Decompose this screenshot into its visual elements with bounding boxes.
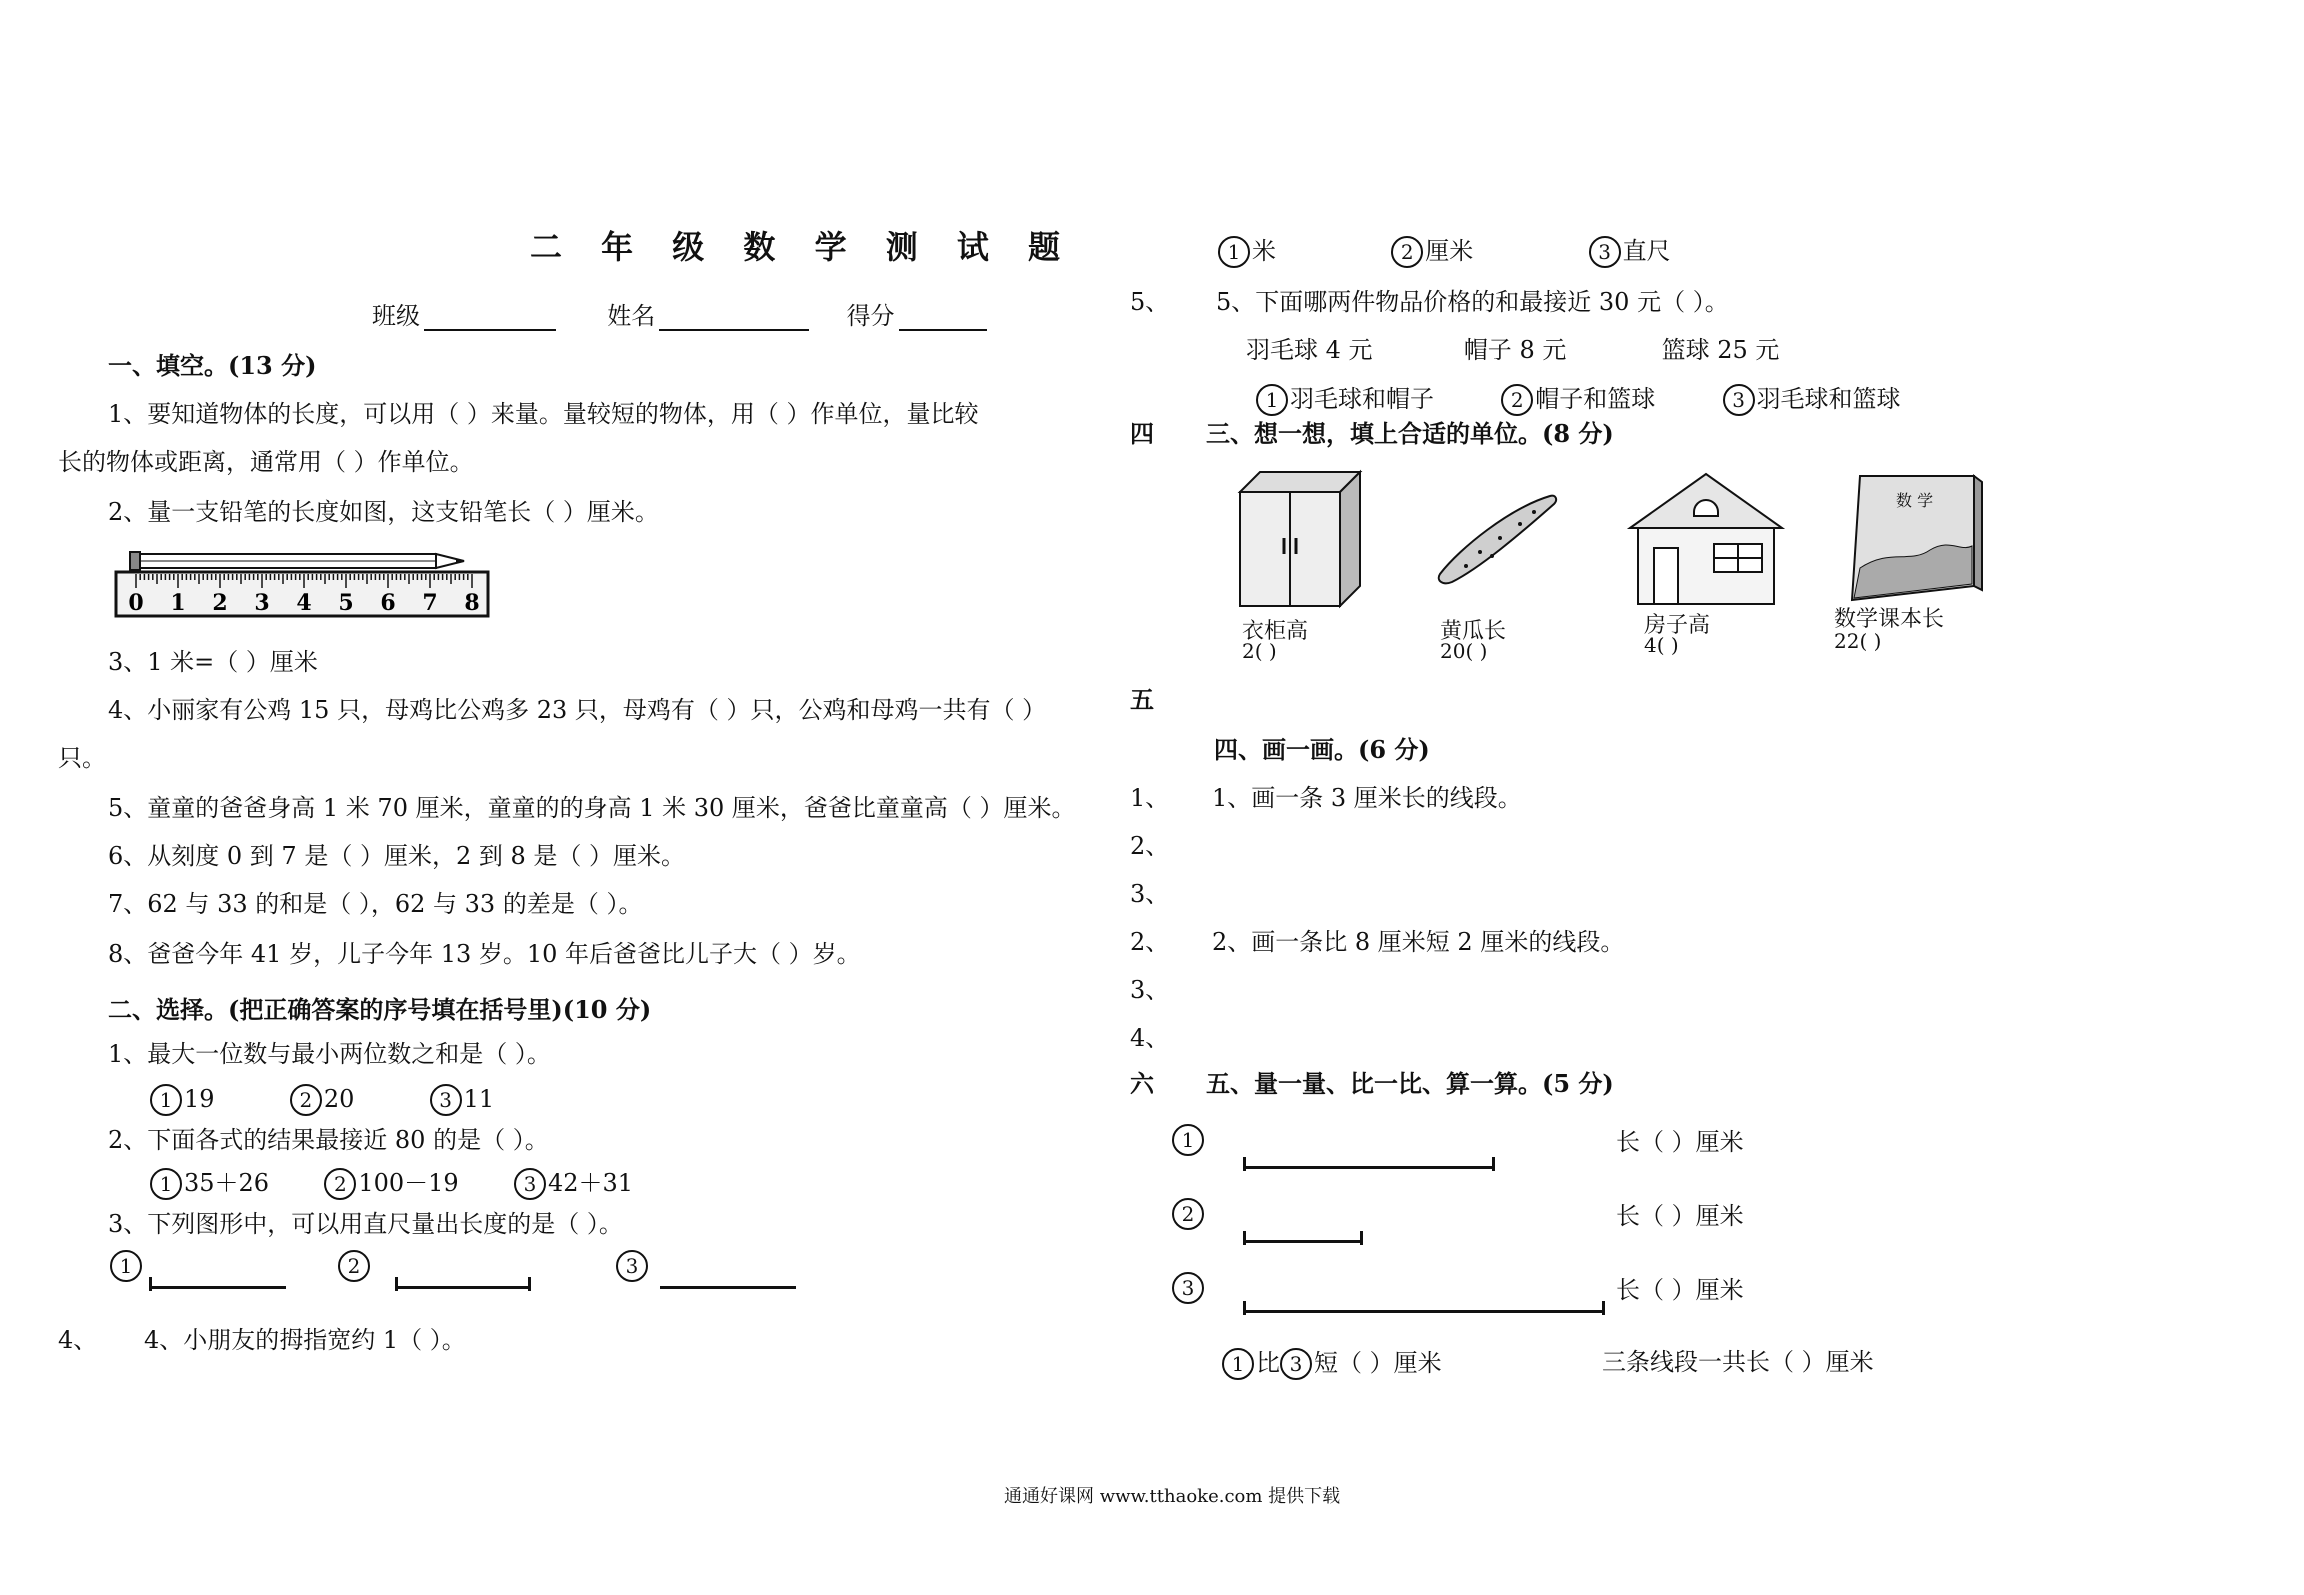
s2-q4-options: [1218, 236, 1671, 268]
ruler-tick-label: 5: [338, 590, 354, 616]
score-label: 得分: [846, 302, 895, 330]
segment-3: [1244, 1310, 1604, 1313]
segment-2: [1244, 1240, 1362, 1243]
s2-q5-prefix: 5、: [1130, 288, 1170, 316]
option-marker: 3: [514, 1168, 546, 1200]
name-label: 姓名: [607, 302, 656, 330]
score-blank[interactable]: [899, 303, 987, 331]
option-value: 100－19: [358, 1169, 459, 1197]
item-label: 黄瓜长: [1440, 619, 1507, 644]
s4-q2-prefix: 2、: [1130, 928, 1170, 956]
option-value: 羽毛球和篮球: [1756, 385, 1901, 413]
segment-1-answer[interactable]: 长（ ）厘米: [1616, 1128, 1744, 1156]
item-answer[interactable]: 4( ): [1644, 633, 1679, 657]
segment-1: [1244, 1166, 1494, 1169]
pencil-ruler-figure: [112, 548, 496, 622]
ruler-tick-label: 8: [464, 590, 480, 616]
option-marker: 3: [1723, 384, 1755, 416]
total-question[interactable]: 三条线段一共长（ ）厘米: [1602, 1348, 1874, 1376]
s2-q3: 3、下列图形中，可以用直尺量出长度的是（ ）。: [108, 1210, 623, 1238]
ruler-tick-label: 3: [254, 590, 270, 616]
pencil-icon: [130, 552, 464, 570]
ruler-tick-label: 4: [296, 590, 312, 616]
option-value: 20: [323, 1085, 355, 1113]
s1-q5: 5、童童的爸爸身高 1 米 70 厘米，童童的的身高 1 米 30 厘米，爸爸比童童高（ ）厘米。: [108, 794, 1076, 822]
s1-q4-line2: 只。: [58, 744, 106, 772]
s2-q5: 5、下面哪两件物品价格的和最接近 30 元（ ）。: [1216, 288, 1729, 316]
math-book-icon: [1852, 476, 1982, 600]
item-label: 数学课本长: [1834, 607, 1945, 632]
option-value: 帽子和篮球: [1535, 385, 1656, 413]
line-figure: [660, 1286, 796, 1289]
section3-heading: 三、想一想，填上合适的单位。(8 分): [1206, 419, 1614, 448]
s1-q7: 7、62 与 33 的和是（ ），62 与 33 的差是（ ）。: [108, 890, 643, 918]
compare-question[interactable]: 1 比 3 短（ ）厘米: [1222, 1348, 1442, 1380]
option-marker: 1: [1218, 236, 1250, 268]
s3-marker: 四: [1130, 419, 1154, 448]
s5-marker: 六: [1130, 1069, 1154, 1098]
option-value: 19: [184, 1085, 215, 1113]
option-value: 11: [463, 1085, 495, 1113]
footer-credit: 通通好课网 www.tthaoke.com 提供下载: [1004, 1486, 1341, 1507]
item-badminton: 羽毛球 4 元: [1246, 336, 1373, 364]
section1-heading: 一、填空。(13 分): [108, 351, 317, 380]
s1-q6: 6、从刻度 0 到 7 是（ ）厘米，2 到 8 是（ ）厘米。: [108, 842, 686, 870]
student-info: [372, 302, 987, 331]
ruler-tick-label: 2: [212, 590, 228, 616]
segment-marker: 2: [1172, 1198, 1206, 1230]
s4-q2: 2、画一条比 8 厘米短 2 厘米的线段。: [1212, 928, 1625, 956]
s2-q1-options: [150, 1084, 494, 1116]
item-label: 衣柜高: [1242, 619, 1309, 644]
s1-q2: 2、量一支铅笔的长度如图，这支铅笔长（ ）厘米。: [108, 498, 659, 526]
figure-marker: 3: [616, 1250, 650, 1282]
item-label: 房子高: [1644, 613, 1711, 638]
option-marker: 2: [290, 1084, 322, 1116]
class-blank[interactable]: [424, 303, 556, 331]
option-value: 米: [1252, 237, 1276, 265]
option-marker: 3: [430, 1084, 462, 1116]
item-answer[interactable]: 20( ): [1440, 639, 1488, 663]
ruler-tick-label: 1: [170, 590, 186, 616]
option-value: 直尺: [1622, 237, 1671, 265]
cucumber-icon: [1439, 496, 1556, 584]
s2-q4-prefix: 4、: [58, 1326, 98, 1354]
item-answer[interactable]: 2( ): [1242, 639, 1277, 663]
blank-line: 3、: [1130, 880, 1170, 908]
ray-figure: [150, 1286, 286, 1289]
segment-marker: 3: [1172, 1272, 1206, 1304]
s2-q5-items: [1246, 336, 1779, 365]
s4-q1-prefix: 1、: [1130, 784, 1170, 812]
s2-q2: 2、下面各式的结果最接近 80 的是（ ）。: [108, 1126, 549, 1154]
option-marker: 1: [1256, 384, 1288, 416]
segment-3-answer[interactable]: 长（ ）厘米: [1616, 1276, 1744, 1304]
blank-line: 3、: [1130, 976, 1170, 1004]
ruler-tick-label: 7: [422, 590, 438, 616]
s1-q4-line1: 4、小丽家有公鸡 15 只，母鸡比公鸡多 23 只，母鸡有（ ）只，公鸡和母鸡一共有（ ）: [108, 696, 1047, 724]
option-value: 厘米: [1425, 237, 1474, 265]
class-label: 班级: [372, 302, 420, 330]
option-marker: 3: [1589, 236, 1621, 268]
s1-q1-line2: 长的物体或距离，通常用（ ）作单位。: [58, 448, 474, 476]
option-value: 35＋26: [184, 1169, 270, 1197]
page-title: 二 年 级 数 学 测 试 题: [530, 228, 1074, 266]
option-value: 42＋31: [548, 1169, 634, 1197]
s2-q2-options: [150, 1168, 633, 1200]
section5-heading: 五、量一量、比一比、算一算。(5 分): [1206, 1069, 1614, 1098]
figure-marker: 1: [110, 1250, 144, 1282]
s1-q8: 8、爸爸今年 41 岁，儿子今年 13 岁。10 年后爸爸比儿子大（ ）岁。: [108, 940, 861, 968]
wardrobe-icon: [1240, 472, 1360, 606]
house-icon: [1630, 474, 1782, 604]
blank-line: 4、: [1130, 1024, 1170, 1052]
segment-figure: [396, 1286, 530, 1289]
s1-q3: 3、1 米=（ ）厘米: [108, 648, 318, 676]
item-answer[interactable]: 22( ): [1834, 629, 1882, 653]
s2-q4: 4、小朋友的拇指宽约 1（ ）。: [144, 1326, 466, 1354]
option-marker: 2: [1391, 236, 1423, 268]
section4-heading: 四、画一画。(6 分): [1214, 735, 1430, 764]
option-marker: 1: [150, 1168, 182, 1200]
s1-q1-line1: 1、要知道物体的长度，可以用（ ）来量。量较短的物体，用（ ）作单位，量比较: [108, 400, 979, 428]
figure-marker: 2: [338, 1250, 372, 1282]
ruler-tick-label: 0: [128, 590, 144, 616]
segment-2-answer[interactable]: 长（ ）厘米: [1616, 1202, 1744, 1230]
ruler-tick-label: 6: [380, 590, 396, 616]
item-basketball: 篮球 25 元: [1661, 336, 1780, 364]
option-marker: 2: [1501, 384, 1533, 416]
section2-heading: 二、选择。(把正确答案的序号填在括号里)(10 分): [108, 995, 652, 1024]
s2-q5-options: [1256, 384, 1901, 416]
blank-line: 2、: [1130, 832, 1170, 860]
option-marker: 1: [150, 1084, 182, 1116]
s2-q1: 1、最大一位数与最小两位数之和是（ ）。: [108, 1040, 551, 1068]
item-hat: 帽子 8 元: [1463, 336, 1567, 364]
units-picture: [1230, 468, 1986, 668]
option-value: 羽毛球和帽子: [1290, 385, 1434, 413]
book-title: 数 学: [1896, 491, 1934, 510]
segment-marker: 1: [1172, 1124, 1206, 1156]
option-marker: 2: [324, 1168, 356, 1200]
marker-five: 五: [1130, 685, 1154, 714]
s4-q1: 1、画一条 3 厘米长的线段。: [1212, 784, 1522, 812]
name-blank[interactable]: [659, 303, 809, 331]
